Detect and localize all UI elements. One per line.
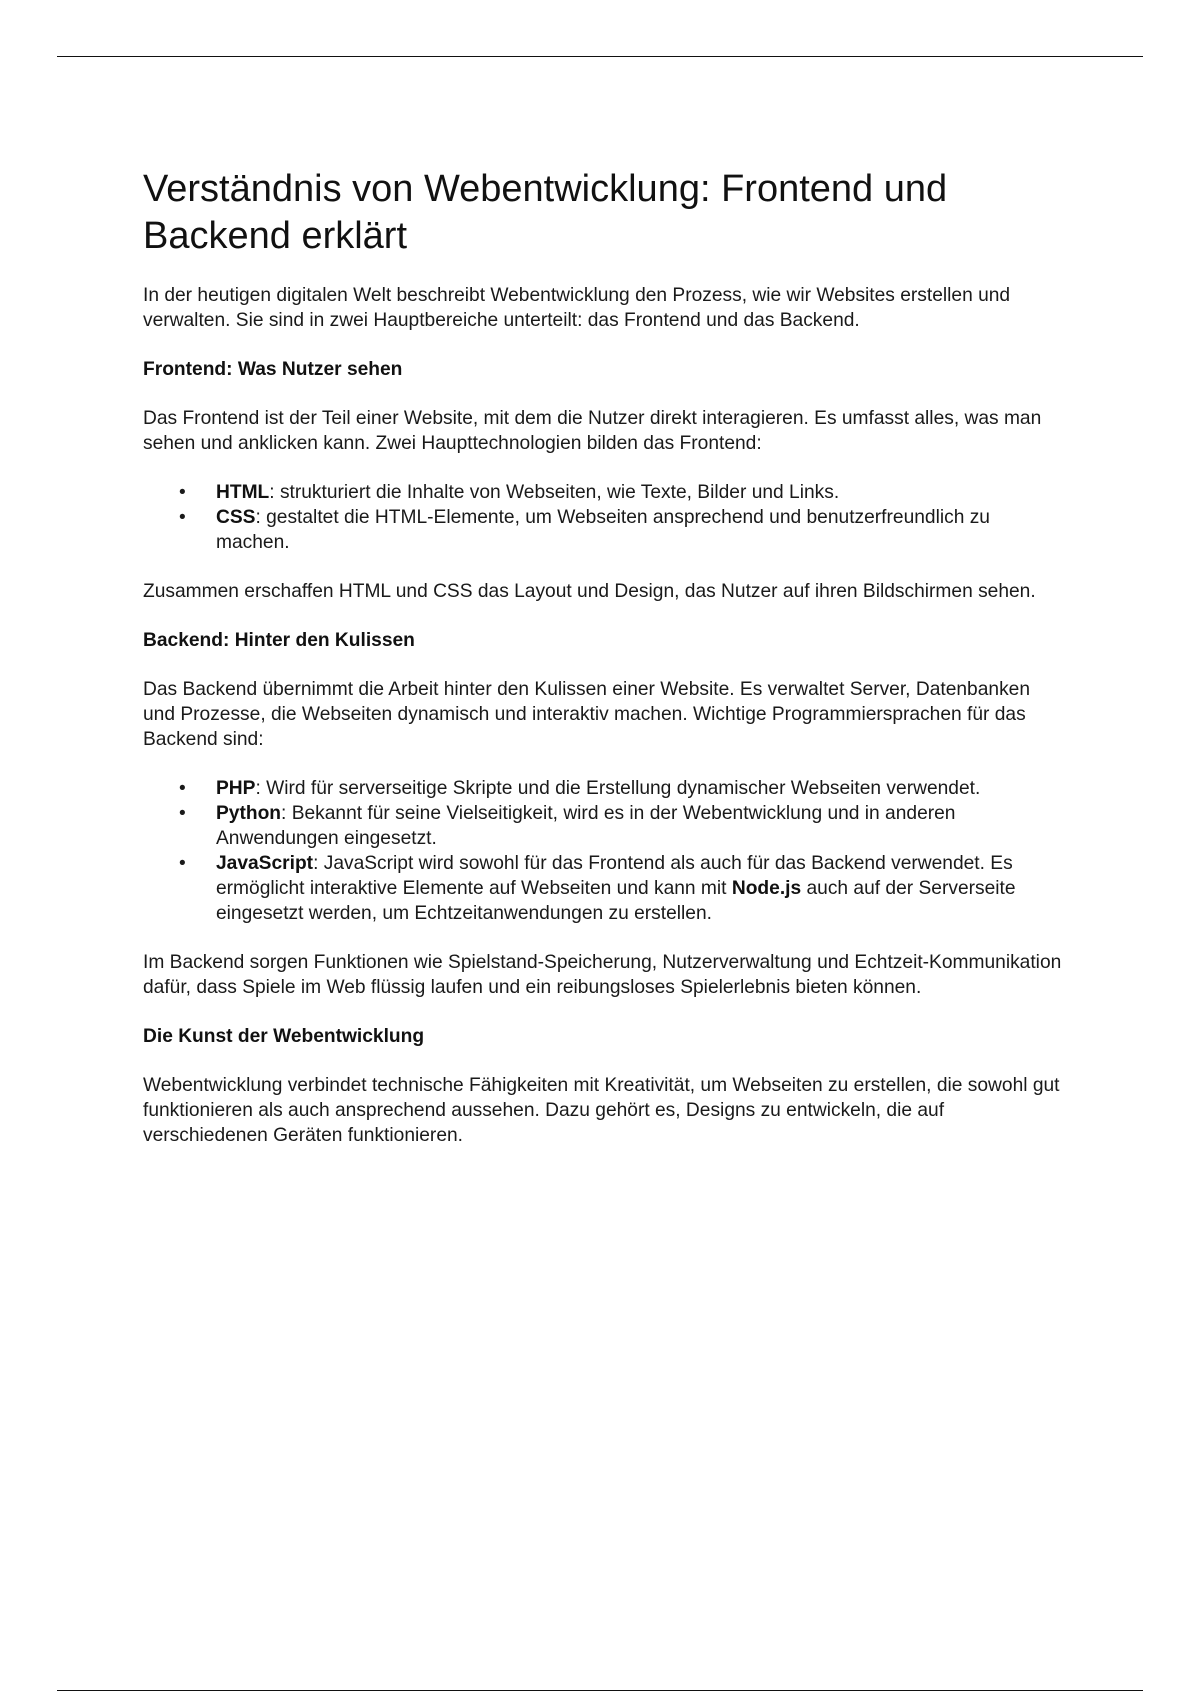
footer-rule (57, 1690, 1143, 1691)
frontend-list (143, 480, 1063, 555)
list-item (216, 801, 1063, 851)
list-item-text: : Wird für serverseitige Skripte und die Erstellung dynamischer Webseiten verwendet. (255, 778, 981, 799)
list-item-text-continued: auch auf der Serverseite eingesetzt werden, um Echtzeitanwendungen zu erstellen. (216, 878, 1016, 924)
list-item-term: CSS (216, 507, 256, 528)
list-item-term: JavaScript (216, 853, 314, 874)
document-title: Verständnis von Webentwicklung: Frontend und Backend erklärt (143, 168, 948, 257)
list-item-term: Python (216, 803, 282, 824)
frontend-heading: Frontend: Was Nutzer sehen (143, 359, 403, 380)
backend-heading: Backend: Hinter den Kulissen (143, 630, 415, 651)
art-heading: Die Kunst der Webentwicklung (143, 1026, 425, 1047)
backend-list (143, 776, 1063, 926)
list-item-text: : JavaScript wird sowohl für das Frontend als auch für das Backend verwendet. Es ermöglicht interaktive Elemente auf Webseiten und kann mit (216, 853, 1013, 899)
list-item (216, 480, 1063, 505)
list-item-bold-term: Node.js (731, 878, 802, 899)
list-item (216, 776, 1063, 801)
list-item (216, 851, 1063, 926)
art-paragraph: Webentwicklung verbindet technische Fähigkeiten mit Kreativität, um Webseiten zu erstellen, die sowohl gut funktionieren als auch ansprechend aussehen. Dazu gehört es, Designs zu entwickeln, die auf verschiedenen Geräten funktionieren. (143, 1075, 1060, 1146)
list-item-text: : strukturiert die Inhalte von Webseiten, wie Texte, Bilder und Links. (269, 482, 840, 503)
list-item-term: PHP (216, 778, 256, 799)
list-item (216, 505, 1063, 555)
backend-paragraph: Das Backend übernimmt die Arbeit hinter den Kulissen einer Website. Es verwaltet Server, Datenbanken und Prozesse, die Webseiten dynamisch und interaktiv machen. Wichtige Programmiersprachen für das Backend sind: (143, 679, 1030, 750)
list-item-text: : Bekannt für seine Vielseitigkeit, wird es in der Webentwicklung und in anderen Anwendungen eingesetzt. (216, 803, 956, 849)
intro-paragraph: In der heutigen digitalen Welt beschreibt Webentwicklung den Prozess, wie wir Websites erstellen und verwalten. Sie sind in zwei Hauptbereiche unterteilt: das Frontend und das Backend. (143, 285, 1011, 331)
list-item-term: HTML (216, 482, 270, 503)
list-item-text: : gestaltet die HTML-Elemente, um Webseiten ansprechend und benutzerfreundlich zu machen. (216, 507, 990, 553)
frontend-paragraph: Das Frontend ist der Teil einer Website, mit dem die Nutzer direkt interagieren. Es umfasst alles, was man sehen und anklicken kann. Zwei Haupttechnologien bilden das Frontend: (143, 408, 1042, 454)
document-body (143, 166, 1063, 1172)
header-rule (57, 56, 1143, 57)
backend-summary: Im Backend sorgen Funktionen wie Spielstand-Speicherung, Nutzerverwaltung und Echtzeit-Kommunikation dafür, dass Spiele im Web flüssig laufen und ein reibungsloses Spielerlebnis bieten können. (143, 952, 1062, 998)
frontend-summary: Zusammen erschaffen HTML und CSS das Layout und Design, das Nutzer auf ihren Bildschirmen sehen. (143, 581, 1036, 602)
